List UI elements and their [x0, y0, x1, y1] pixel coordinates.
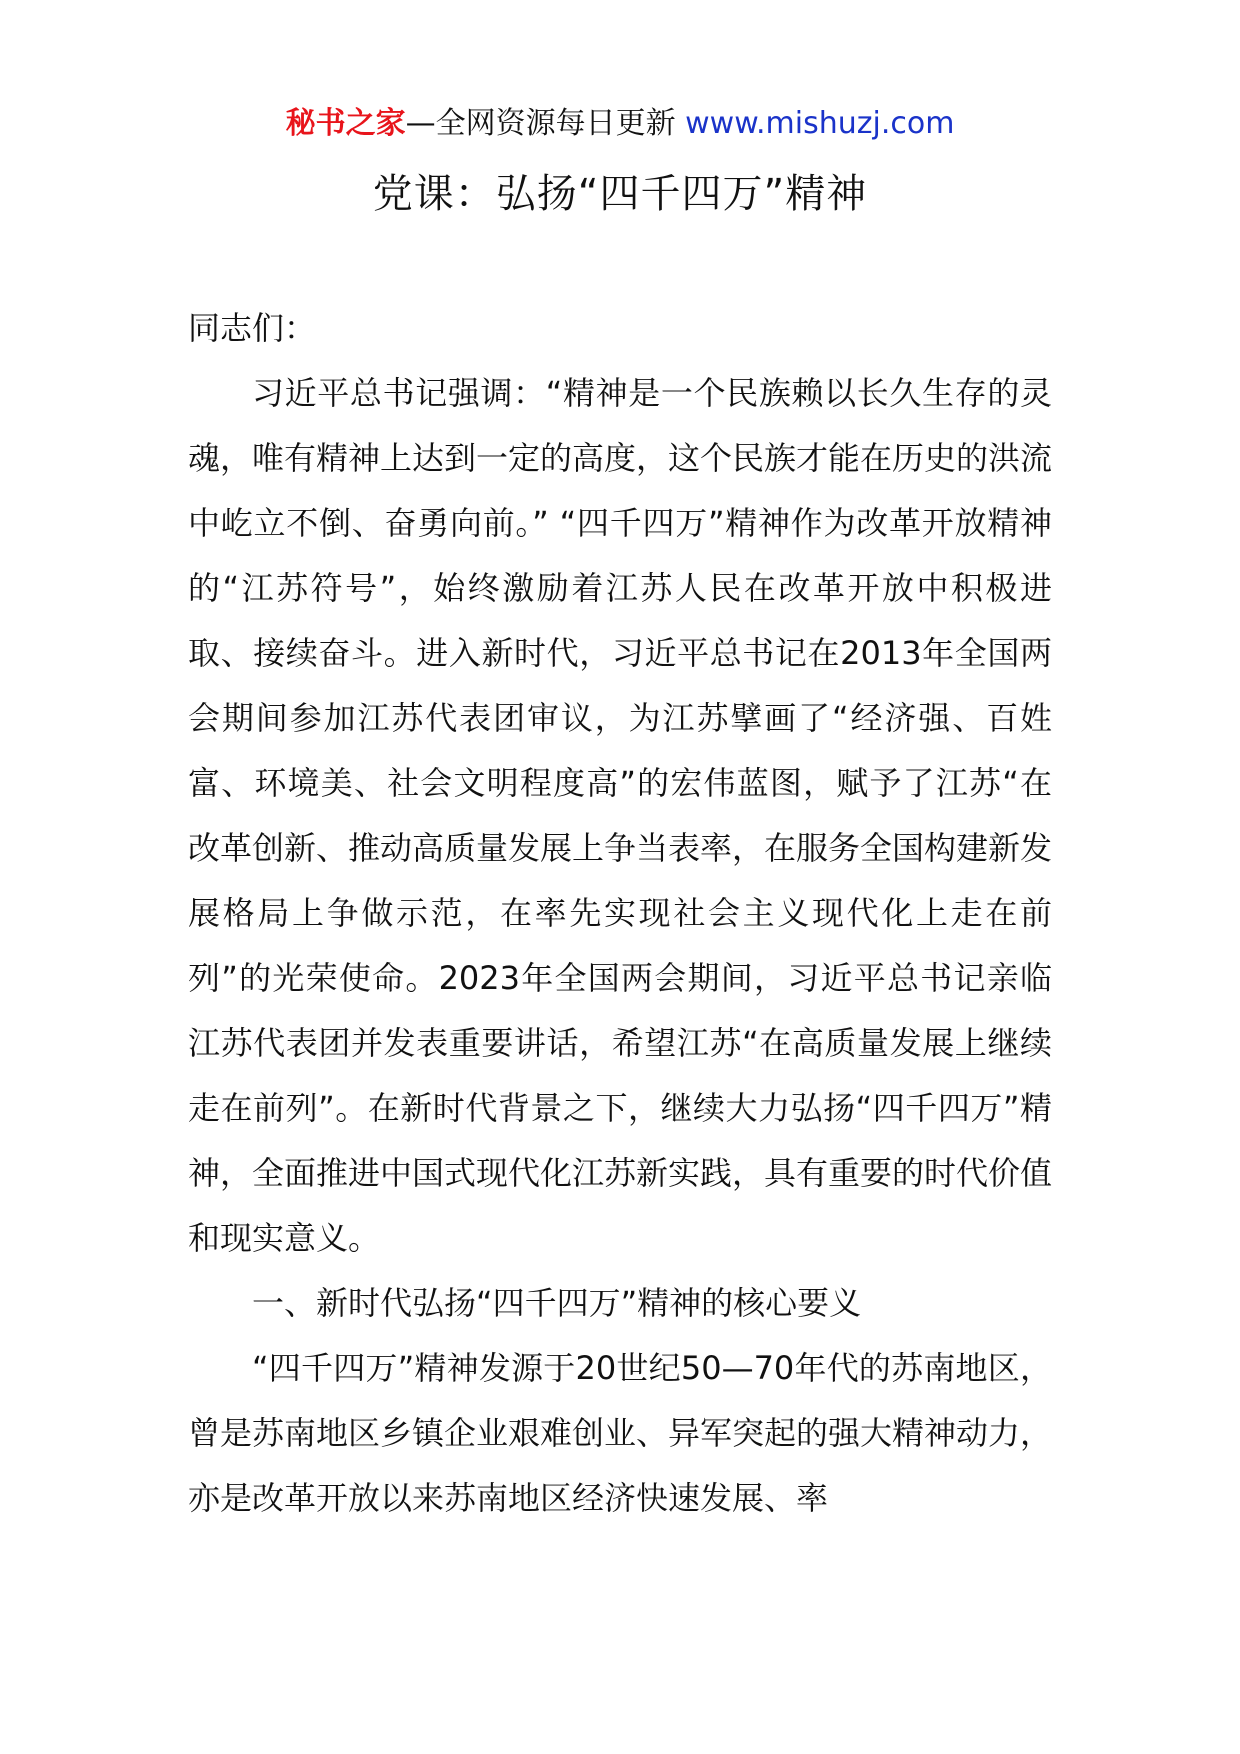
site-brand: 秘书之家	[285, 106, 406, 141]
document-title: 党课：弘扬“四千四万”精神	[372, 171, 868, 217]
document-body	[188, 296, 1052, 1531]
site-tagline: —全网资源每日更新	[405, 106, 686, 141]
section-heading: 一、新时代弘扬“四千四万”精神的核心要义	[252, 1284, 862, 1322]
site-banner	[0, 104, 1240, 144]
paragraph-body: “四千四万”精神发源于20世纪50—70年代的苏南地区，曾是苏南地区乡镇企业艰难创业、异军突起的强大精神动力，亦是改革开放以来苏南地区经济快速发展、率	[188, 1349, 1053, 1517]
site-url-link[interactable]: www.mishuzj.com	[685, 106, 955, 141]
salutation: 同志们：	[188, 309, 317, 347]
paragraph-intro: 习近平总书记强调：“精神是一个民族赖以长久生存的灵魂，唯有精神上达到一定的高度，这个民族才能在历史的洪流中屹立不倒、奋勇向前。” “四千四万”精神作为改革开放精神的“江苏符号”，始终激励着江苏人民在改革开放中积极进取、接续奋斗。进入新时代，习近平总书记在2013年全国两会期间参加江苏代表团审议，为江苏擘画了“经济强、百姓富、环境美、社会文明程度高”的宏伟蓝图，赋予了江苏“在改革创新、推动高质量发展上争当表率，在服务全国构建新发展格局上争做示范，在率先实现社会主义现代化上走在前列”的光荣使命。2023年全国两会期间，习近平总书记亲临江苏代表团并发表重要讲话，希望江苏“在高质量发展上继续走在前列”。在新时代背景之下，继续大力弘扬“四千四万”精神，全面推进中国式现代化江苏新实践，具有重要的时代价值和现实意义。	[188, 374, 1053, 1257]
